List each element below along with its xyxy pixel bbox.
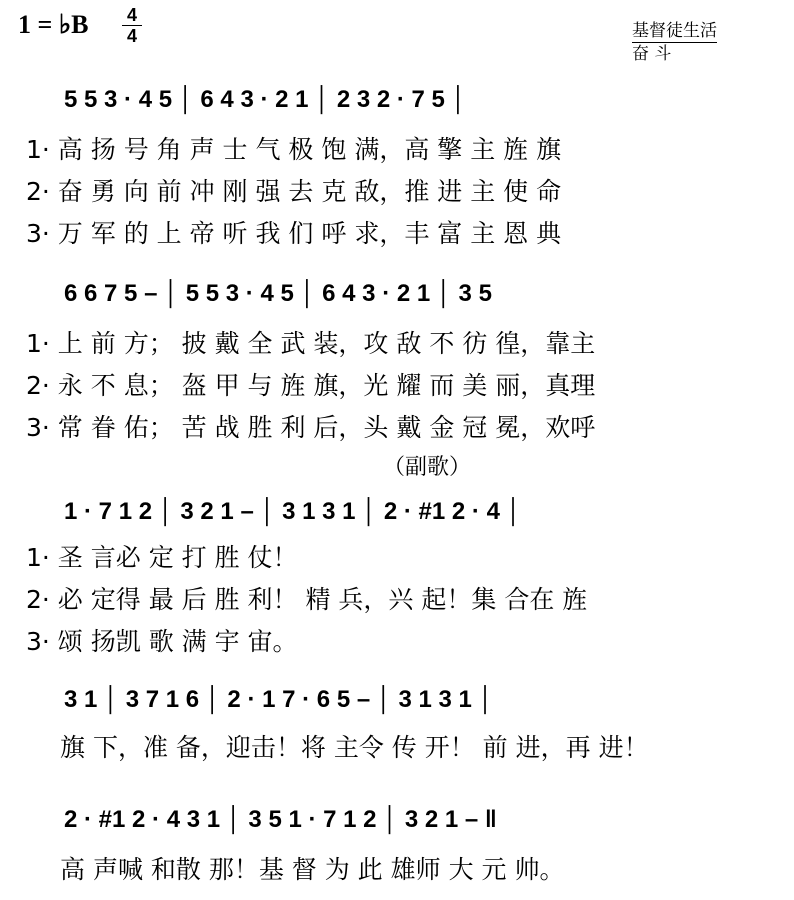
category-name: 奋 斗	[632, 44, 672, 64]
lyric-line-3-verse-3: 3· 颂 扬凯 歌 满 宇 宙。	[26, 627, 298, 656]
time-signature	[122, 6, 142, 45]
notation-line-4: 3 1 │ 3 7 1 6 │ 2 · 1 7 · 6 5 – │ 3 1 3 1 │	[64, 686, 494, 713]
meter-bottom: 4	[126, 26, 137, 46]
notation-line-5: 2 · #1 2 · 4 3 1 │ 3 5 1 · 7 1 2 │ 3 2 1 – ‖	[64, 806, 497, 833]
lyric-line-1-verse-3: 3· 万 军 的 上 帝 听 我 们 呼 求，丰 富 主 恩 典	[26, 219, 562, 248]
notation-line-1: 5 5 3 · 4 5 │ 6 4 3 · 2 1 │ 2 3 2 · 7 5 │	[64, 86, 467, 113]
lyric-line-2-verse-3: 3· 常 眷 佑； 苦 战 胜 利 后，头 戴 金 冠 冕，欢呼	[26, 413, 596, 442]
notation-line-3: 1 · 7 1 2 │ 3 2 1 – │ 3 1 3 1 │ 2 · #1 2 · 4 │	[64, 498, 522, 525]
song-category-tag	[632, 20, 717, 65]
collection-name: 基督徒生活	[632, 21, 717, 41]
lyric-line-3-verse-2: 2· 必 定得 最 后 胜 利！ 精 兵，兴 起！集 合在 旌	[26, 585, 588, 614]
refrain-label: （副歌）	[383, 455, 472, 480]
meter-top: 4	[126, 5, 137, 25]
notation-line-2: 6 6 7 5 – │ 5 5 3 · 4 5 │ 6 4 3 · 2 1 │ 3 5	[64, 280, 492, 307]
lyric-line-4: 旗 下，准 备，迎击！将 主令 传 开！ 前 进，再 进！	[60, 733, 649, 762]
lyric-line-1-verse-1: 1· 高 扬 号 角 声 士 气 极 饱 满，高 擎 主 旌 旗	[26, 135, 562, 164]
key-signature: 1 = ♭B	[18, 10, 89, 39]
lyric-line-3-verse-1: 1· 圣 言必 定 打 胜 仗！	[26, 543, 298, 572]
lyric-line-2-verse-2: 2· 永 不 息； 盔 甲 与 旌 旗，光 耀 而 美 丽，真理	[26, 371, 596, 400]
lyric-line-1-verse-2: 2· 奋 勇 向 前 冲 刚 强 去 克 敌，推 进 主 使 命	[26, 177, 562, 206]
lyric-line-5: 高 声喊 和散 那！基 督 为 此 雄师 大 元 帅。	[60, 855, 565, 884]
lyric-line-2-verse-1: 1· 上 前 方； 披 戴 全 武 装，攻 敌 不 彷 徨，靠主	[26, 329, 596, 358]
